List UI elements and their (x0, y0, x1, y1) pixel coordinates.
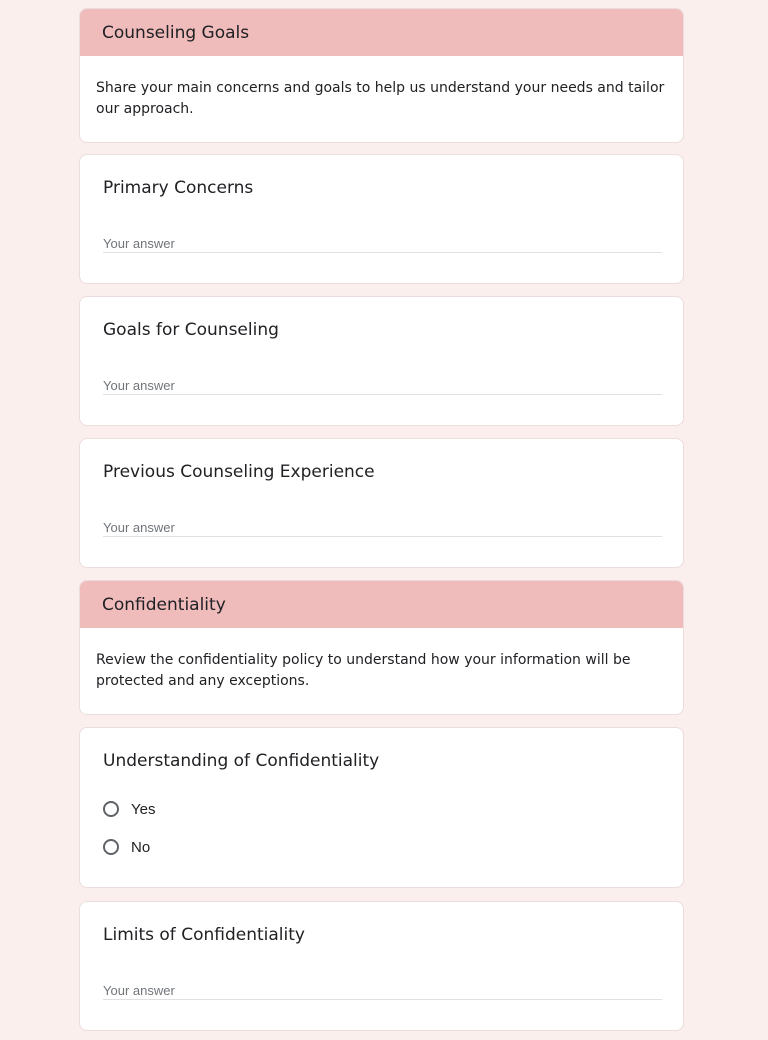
section-card-counseling-goals (79, 8, 684, 143)
limits-confidentiality-input[interactable] (103, 982, 662, 1000)
goals-for-counseling-input[interactable] (103, 377, 662, 395)
question-title: Understanding of Confidentiality (103, 751, 380, 771)
question-card-limits-confidentiality (79, 901, 684, 1031)
answer-field (103, 517, 662, 537)
question-card-primary-concerns (79, 154, 684, 284)
radio-option-yes[interactable] (103, 799, 155, 819)
question-title: Limits of Confidentiality (103, 925, 305, 945)
radio-label-no: No (131, 838, 151, 856)
radio-button-yes[interactable] (103, 801, 119, 817)
question-title: Previous Counseling Experience (103, 462, 375, 482)
section-card-confidentiality (79, 580, 684, 715)
section-header: Counseling Goals (80, 9, 683, 56)
section-header: Confidentiality (80, 581, 683, 628)
question-card-understanding-confidentiality (79, 727, 684, 888)
answer-field (103, 375, 662, 395)
section-description: Review the confidentiality policy to understand how your information will be protected and any exceptions. (96, 652, 631, 689)
question-card-goals-for-counseling (79, 296, 684, 426)
question-title: Primary Concerns (103, 178, 254, 198)
question-card-previous-experience (79, 438, 684, 568)
answer-field (103, 980, 662, 1000)
previous-experience-input[interactable] (103, 519, 662, 537)
primary-concerns-input[interactable] (103, 235, 662, 253)
question-title: Goals for Counseling (103, 320, 279, 340)
answer-field (103, 233, 662, 253)
radio-label-yes: Yes (131, 800, 156, 818)
section-description: Share your main concerns and goals to help us understand your needs and tailor our approach. (96, 80, 665, 117)
radio-option-no[interactable] (103, 837, 150, 857)
radio-button-no[interactable] (103, 839, 119, 855)
